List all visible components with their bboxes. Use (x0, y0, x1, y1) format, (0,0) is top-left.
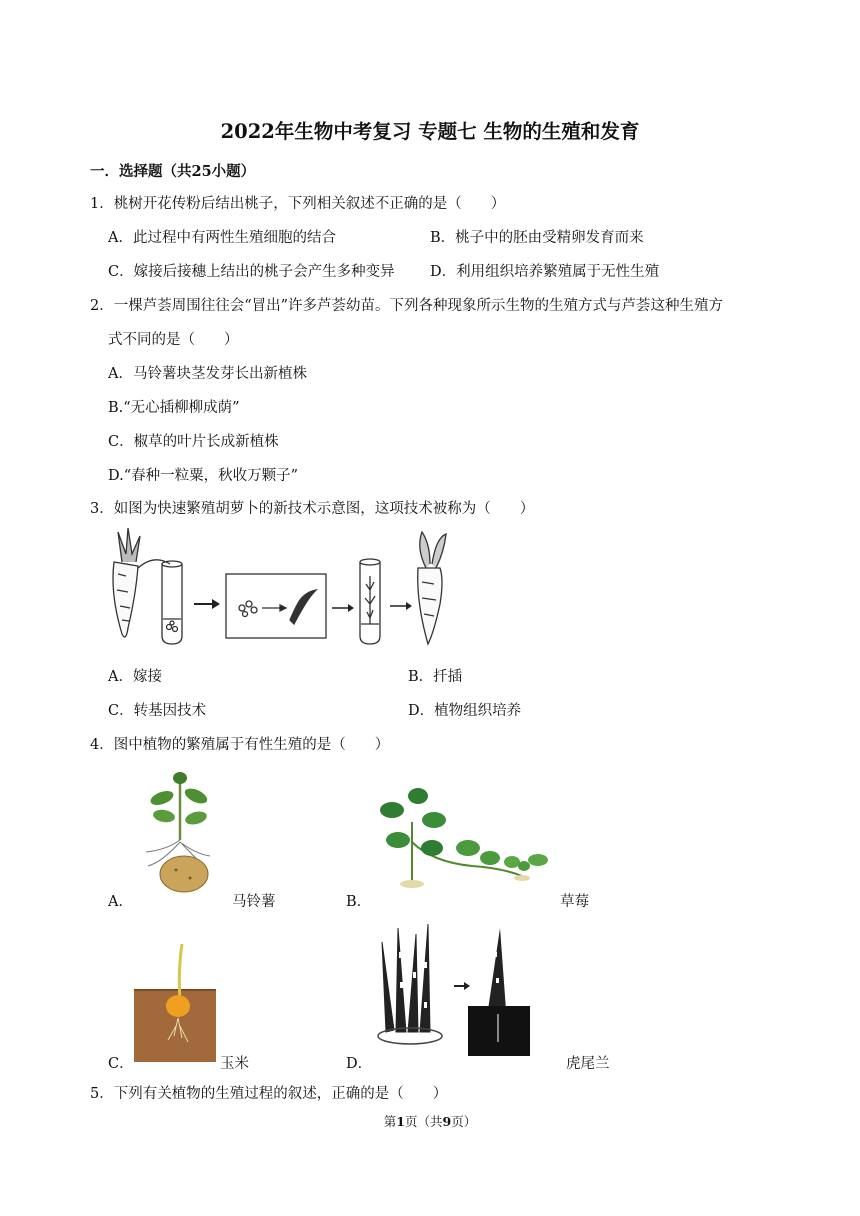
page-title: 2022年生物中考复习 专题七 生物的生殖和发育 (220, 120, 640, 143)
q3-option-b: B．扦插 (408, 669, 463, 685)
q2-stem-line1: 2．一棵芦荟周围往往会“冒出”许多芦荟幼苗。下列各种现象所示生物的生殖方式与芦荟这种生殖方 (90, 298, 724, 314)
q2-option-a: A．马铃薯块茎发芽长出新植株 (108, 366, 307, 382)
q2-option-d: D.“春种一粒粟，秋收万颗子” (108, 468, 299, 484)
q2-stem-line2: 式不同的是（ ） (108, 332, 239, 348)
q4-option-a-label: 马铃薯 (232, 894, 276, 910)
section-heading: 一．选择题（共25小题） (90, 163, 256, 180)
q3-option-d: D．植物组织培养 (408, 703, 522, 719)
q2-option-c: C．椒草的叶片长成新植株 (108, 434, 279, 450)
q4-option-a: A． (108, 894, 133, 910)
q4-option-d-label: 虎尾兰 (566, 1056, 610, 1072)
q1-option-c: C．嫁接后接穗上结出的桃子会产生多种变异 (108, 264, 395, 280)
potato-plant-image (136, 770, 216, 895)
current-page-number: 1 (396, 1114, 405, 1129)
q4-option-c-label: 玉米 (220, 1056, 249, 1072)
callus-box (226, 574, 326, 638)
q3-stem: 3．如图为快速繁殖胡萝卜的新技术示意图，这项技术被称为（ ） (90, 501, 535, 517)
total-page-number: 9 (442, 1114, 452, 1129)
q4-option-d: D． (346, 1056, 373, 1072)
carrot-right-image (418, 532, 446, 644)
strawberry-plant-image (372, 782, 557, 892)
q4-option-b: B． (346, 894, 372, 910)
snake-plant-image (376, 922, 536, 1062)
carrot-tissue-culture-figure (104, 524, 449, 652)
q1-option-a: A．此过程中有两性生殖细胞的结合 (108, 230, 336, 246)
q4-option-c: C． (108, 1056, 134, 1072)
q3-option-c: C．转基因技术 (108, 703, 207, 719)
q1-option-d: D．利用组织培养繁殖属于无性生殖 (430, 264, 660, 280)
q2-option-b: B.“无心插柳柳成荫” (108, 400, 240, 416)
q5-stem: 5．下列有关植物的生殖过程的叙述，正确的是（ ） (90, 1086, 448, 1102)
test-tube-1 (162, 561, 182, 644)
q3-option-a: A．嫁接 (108, 669, 162, 685)
corn-seedling-image (134, 940, 216, 1062)
q1-option-b: B．桃子中的胚由受精卵发育而来 (430, 230, 644, 246)
q4-option-b-label: 草莓 (560, 894, 589, 910)
q1-stem: 1．桃树开花传粉后结出桃子，下列相关叙述不正确的是（ ） (90, 196, 506, 212)
q4-stem: 4．图中植物的繁殖属于有性生殖的是（ ） (90, 737, 390, 753)
page-footer: 第1页（共9页） (383, 1114, 477, 1129)
test-tube-2 (360, 559, 380, 644)
